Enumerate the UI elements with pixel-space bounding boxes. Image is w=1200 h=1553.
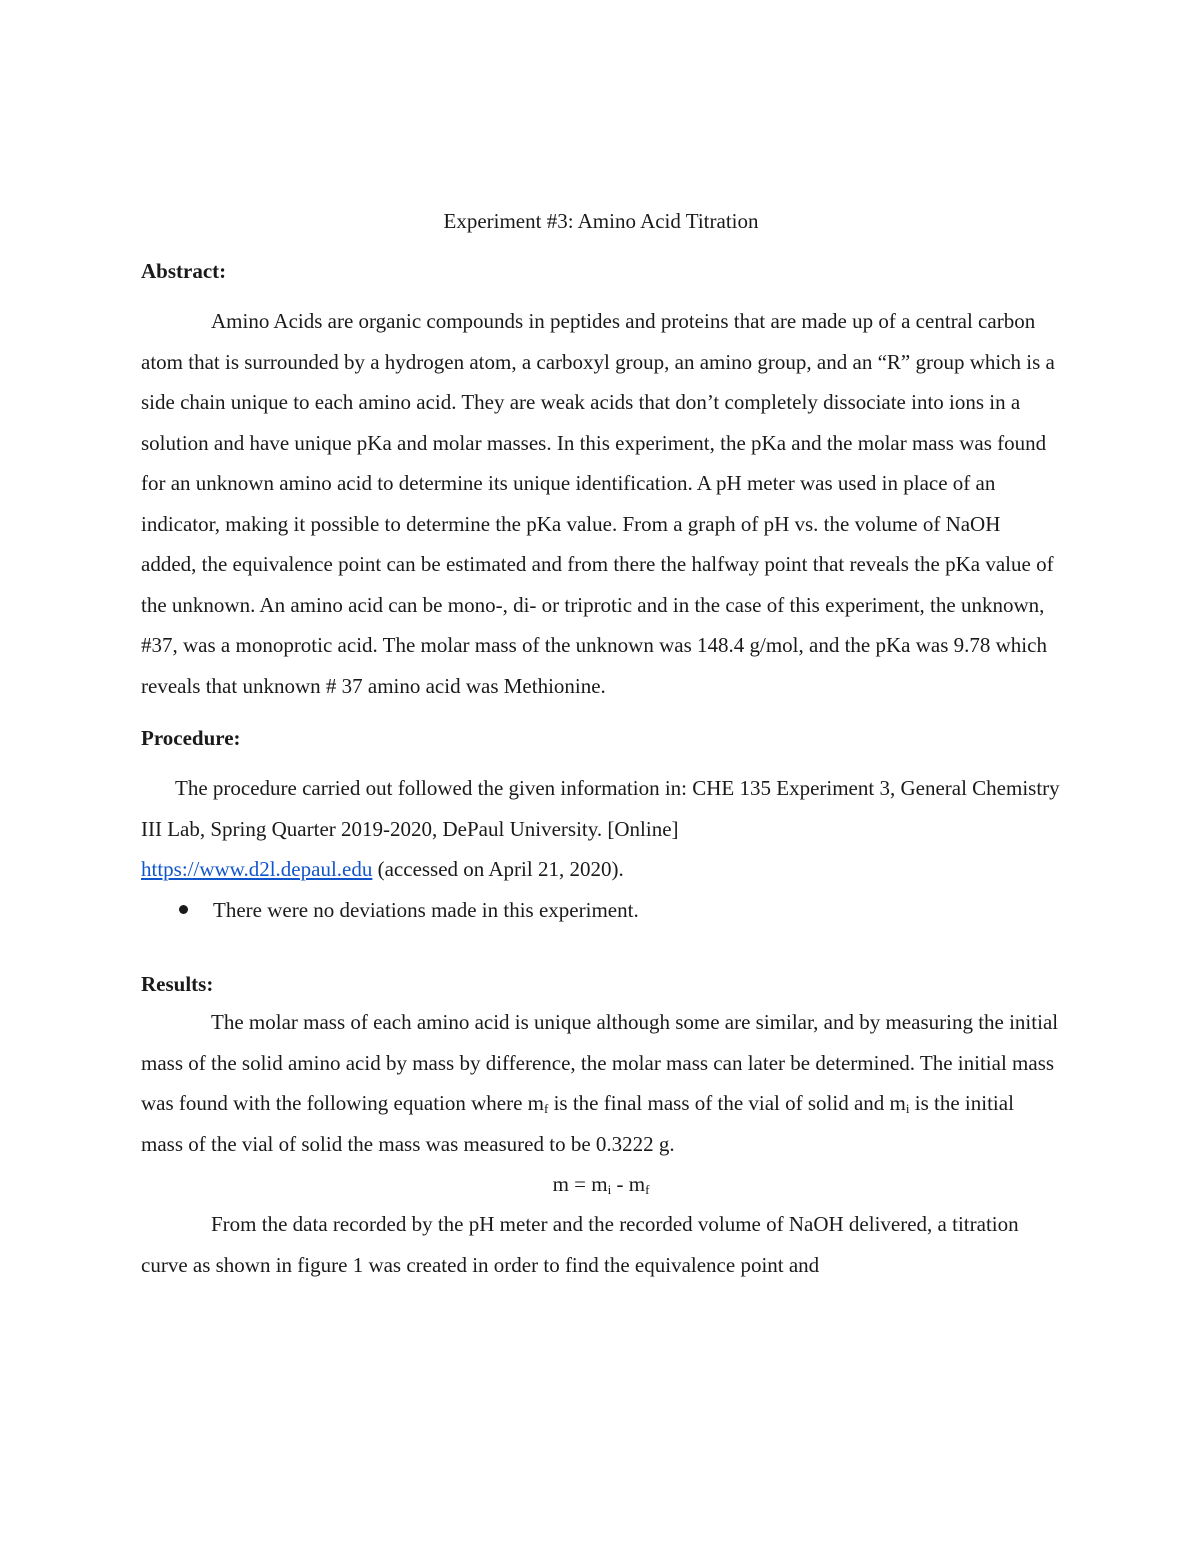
results-text-b: is the final mass of the vial of solid and m [548,1091,906,1115]
mass-equation [141,1164,1061,1204]
abstract-heading: Abstract: [141,259,227,283]
results-paragraph-2: From the data recorded by the pH meter and the recorded volume of NaOH delivered, a titration curve as shown in figure 1 was created in order to find the equivalence point and [141,1212,1019,1277]
equation-lhs: m = m [552,1172,608,1196]
section-spacer [141,930,1061,966]
document-body [141,203,1061,1285]
abstract-paragraph: Amino Acids are organic compounds in peptides and proteins that are made up of a central carbon atom that is surrounded by a hydrogen atom, a carboxyl group, an amino group, and an “R” group which is a side chain unique to each amino acid. They are weak acids that don’t completely dissociate into ions in a solution and have unique pKa and molar masses. In this experiment, the pKa and the molar mass was found for an unknown amino acid to determine its unique identification. A pH meter was used in place of an indicator, making it possible to determine the pKa value. From a graph of pH vs. the volume of NaOH added, the equivalence point can be estimated and from there the halfway point that reveals the pKa value of the unknown. An amino acid can be mono-, di- or triprotic and in the case of this experiment, the unknown, #37, was a monoprotic acid. The molar mass of the unknown was 148.4 g/mol, and the pKa was 9.78 which reveals that unknown # 37 amino acid was Methionine. [141,309,1055,698]
document-title: Experiment #3: Amino Acid Titration [443,209,759,233]
results-text-c: is the initial mass of the vial of solid the mass was measured to be 0.3222 g. [141,1091,1014,1156]
procedure-paragraph [141,768,1061,890]
procedure-text: The procedure carried out followed the given information in: CHE 135 Experiment 3, General Chemistry III Lab, Spring Quarter 2019-2020, DePaul University. [Online] [141,776,1060,841]
subscript-i: i [905,1101,910,1116]
results-paragraph-1 [141,1002,1061,1164]
equation-subscript-i: i [607,1182,612,1197]
procedure-link[interactable]: https://www.d2l.depaul.edu [141,857,373,881]
procedure-heading: Procedure: [141,726,241,750]
subscript-f: f [544,1101,549,1116]
equation-mid: - m [611,1172,646,1196]
procedure-access-date: (accessed on April 21, 2020). [372,857,624,881]
procedure-bullet-item [177,890,1061,931]
results-heading: Results: [141,972,214,996]
procedure-bullet-text: There were no deviations made in this experiment. [213,897,639,922]
results-text-a: The molar mass of each amino acid is unique although some are similar, and by measuring the initial mass of the solid amino acid by mass by difference, the molar mass can later be determined. The initial mass was found with the following equation where m [141,1010,1059,1115]
equation-subscript-f: f [645,1182,650,1197]
bullet-icon [179,905,188,914]
